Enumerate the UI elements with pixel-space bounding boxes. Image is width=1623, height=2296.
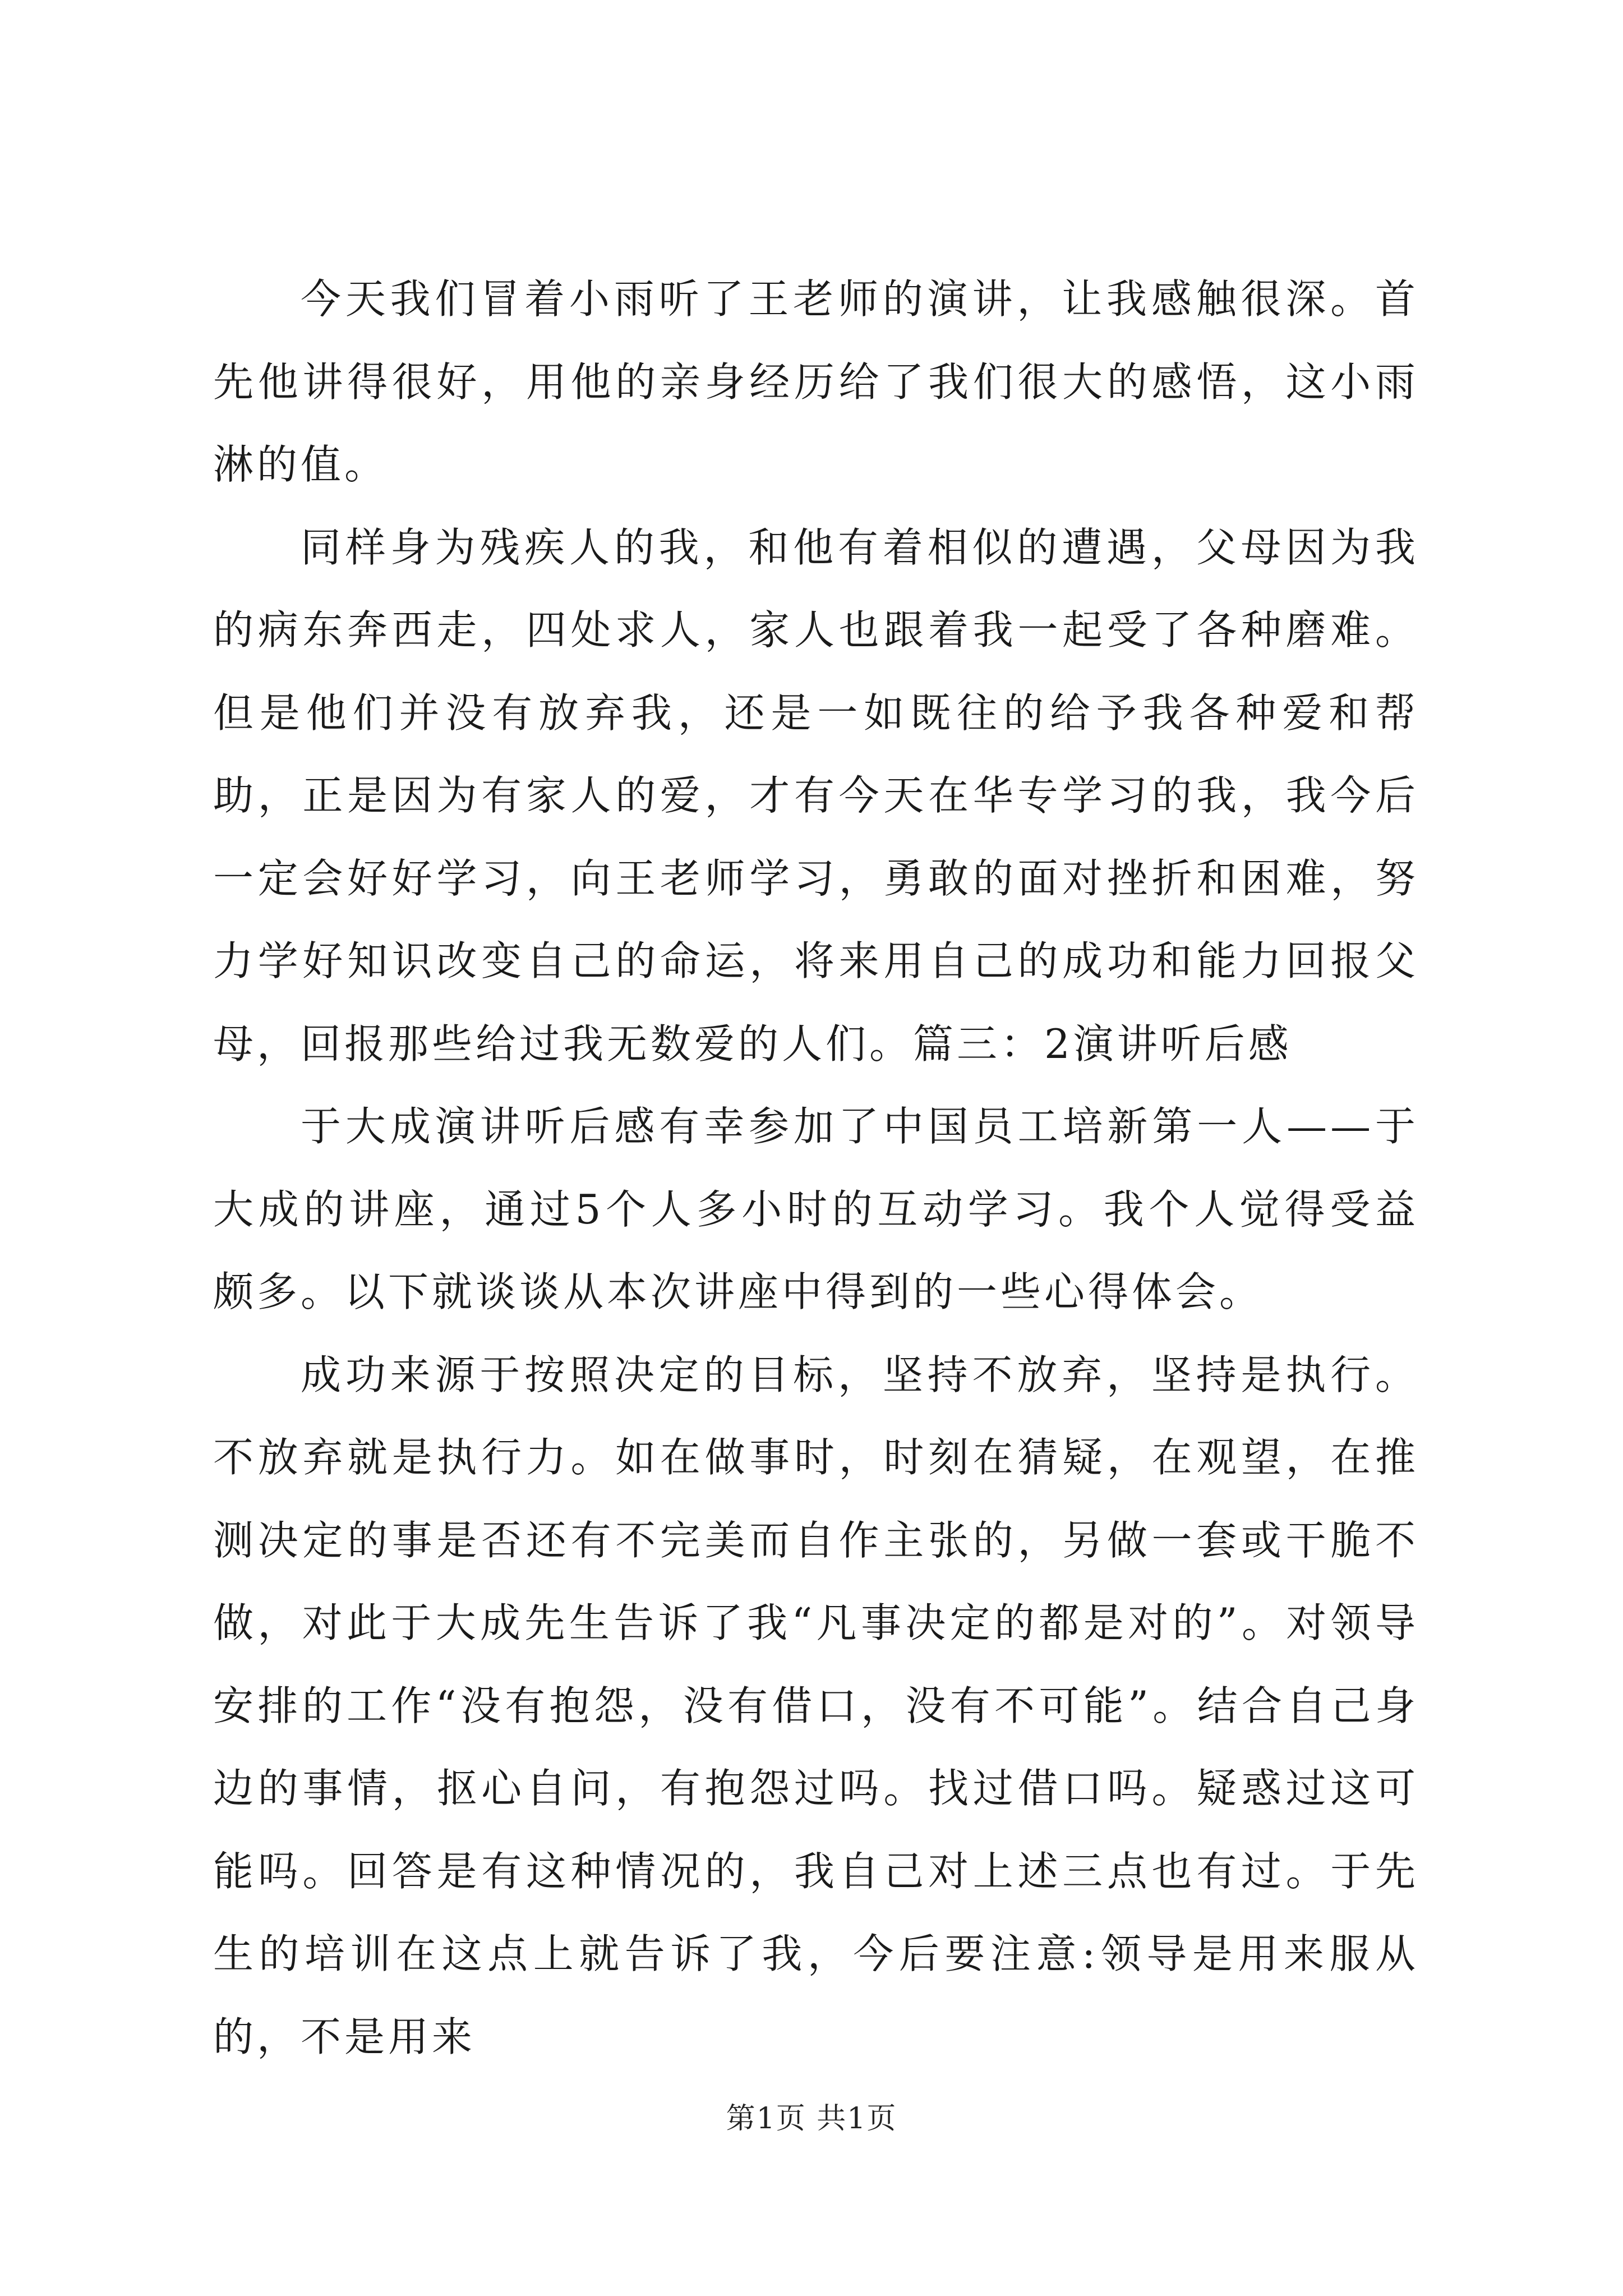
- paragraph: 于大成演讲听后感有幸参加了中国员工培新第一人——于大成的讲座，通过5个人多小时的互动学习。我个人觉得受益颇多。以下就谈谈从本次讲座中得到的一些心得体会。: [213, 1103, 1419, 1315]
- paragraph: 成功来源于按照决定的目标，坚持不放弃，坚持是执行。不放弃就是执行力。如在做事时，时刻在猜疑，在观望，在推测决定的事是否还有不完美而自作主张的，另做一套或干脆不做，对此于大成先生告诉了我“凡事决定的都是对的”。对领导安排的工作“没有抱怨，没有借口，没有不可能”。结合自己身边的事情，抠心自问，有抱怨过吗。找过借口吗。疑惑过这可能吗。回答是有这种情况的，我自己对上述三点也有过。于先生的培训在这点上就告诉了我，今后要注意:领导是用来服从的，不是用来: [213, 1351, 1419, 2060]
- paragraph: 今天我们冒着小雨听了王老师的演讲，让我感触很深。首先他讲得很好，用他的亲身经历给了我们很大的感悟，这小雨淋的值。: [213, 275, 1419, 488]
- page-footer: 第1页 共1页: [726, 2102, 897, 2136]
- document-body: [213, 258, 1419, 2078]
- paragraph: 同样身为残疾人的我，和他有着相似的遭遇，父母因为我的病东奔西走，四处求人，家人也跟着我一起受了各种磨难。但是他们并没有放弃我，还是一如既往的给予我各种爱和帮助，正是因为有家人的爱，才有今天在华专学习的我，我今后一定会好好学习，向王老师学习，勇敢的面对挫折和困难，努力学好知识改变自己的命运，将来用自己的成功和能力回报父母，回报那些给过我无数爱的人们。篇三：2演讲听后感: [213, 523, 1419, 1068]
